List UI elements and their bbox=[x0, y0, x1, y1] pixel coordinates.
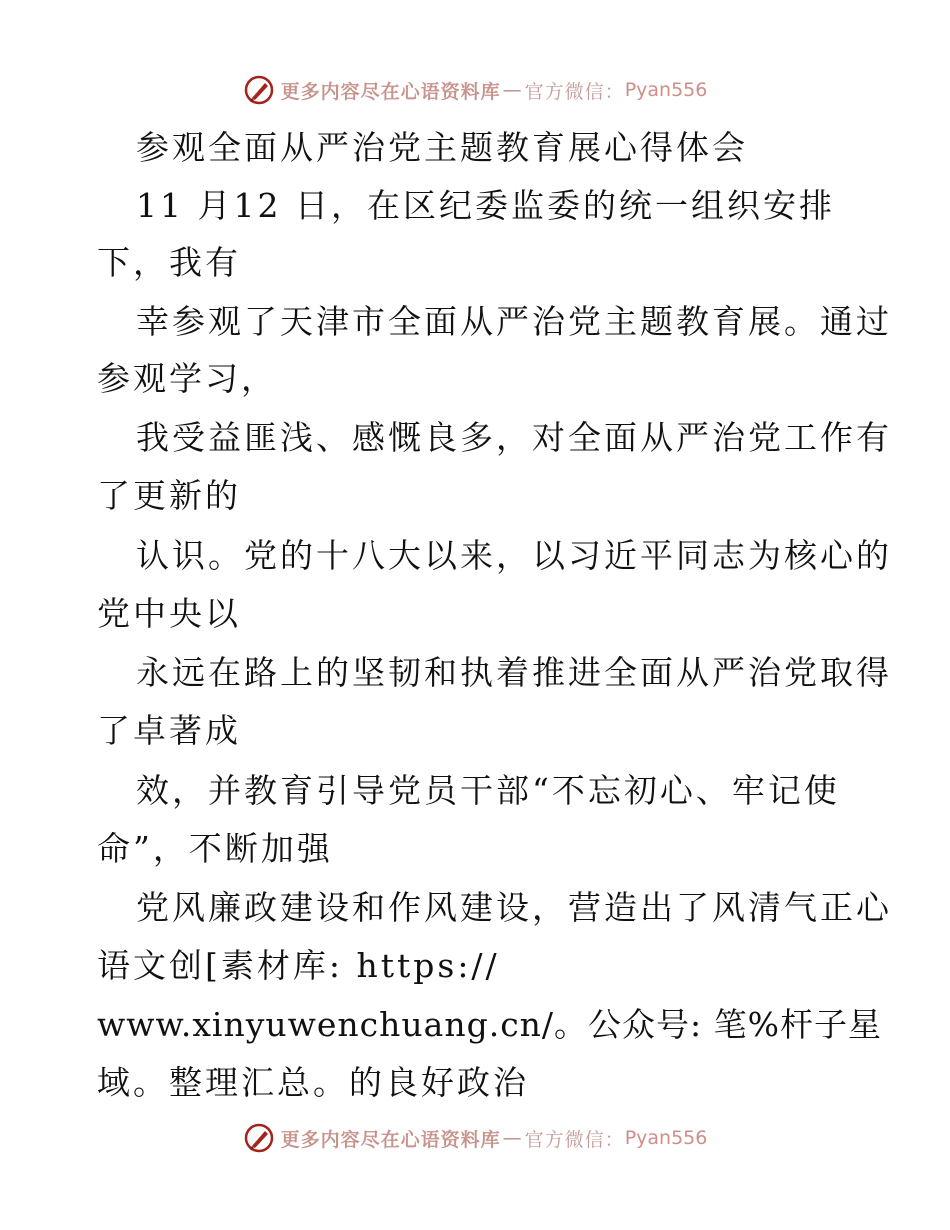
footer-banner bbox=[0, 1120, 950, 1156]
header-banner bbox=[0, 72, 950, 108]
document-title: 参观全面从严治党主题教育展心得体会 bbox=[136, 128, 748, 167]
banner-dash: — bbox=[502, 79, 523, 101]
body-line: 下，我有 bbox=[97, 243, 241, 282]
body-line: 党风廉政建设和作风建设，营造出了风清气正心 bbox=[136, 888, 892, 927]
quill-pen-logo-icon bbox=[243, 1122, 275, 1154]
quill-pen-logo-icon bbox=[243, 74, 275, 106]
banner-brand-text: 更多内容尽在心语资料库 bbox=[280, 80, 501, 103]
body-line: 命”，不断加强 bbox=[97, 829, 333, 868]
body-line: 参观学习， bbox=[97, 359, 277, 398]
banner-wechat-id: Pyan556 bbox=[624, 79, 708, 101]
body-line: www.xinyuwenchuang.cn/。公众号: 笔%杆子星 bbox=[97, 1005, 883, 1044]
body-line: 语文创[素材库: https:// bbox=[97, 946, 500, 985]
body-line: 永远在路上的坚韧和执着推进全面从严治党取得 bbox=[136, 653, 892, 692]
banner-wechat-id: Pyan556 bbox=[624, 1127, 708, 1149]
body-line: 了卓著成 bbox=[97, 711, 241, 750]
banner-wechat-label: 官方微信： bbox=[524, 80, 625, 103]
body-line: 域。整理汇总。的良好政治 bbox=[97, 1063, 529, 1102]
banner-dash: — bbox=[502, 1127, 523, 1149]
body-line: 11 月12 日，在区纪委监委的统一组织安排 bbox=[136, 186, 835, 225]
body-line: 我受益匪浅、感慨良多，对全面从严治党工作有 bbox=[136, 418, 892, 457]
body-line: 了更新的 bbox=[97, 476, 241, 515]
body-line: 幸参观了天津市全面从严治党主题教育展。通过 bbox=[136, 302, 892, 341]
body-line: 认识。党的十八大以来，以习近平同志为核心的 bbox=[136, 536, 892, 575]
banner-brand-text: 更多内容尽在心语资料库 bbox=[280, 1128, 501, 1151]
body-line: 效，并教育引导党员干部“不忘初心、牢记使 bbox=[136, 771, 840, 810]
body-line: 党中央以 bbox=[97, 594, 241, 633]
banner-wechat-label: 官方微信： bbox=[524, 1128, 625, 1151]
